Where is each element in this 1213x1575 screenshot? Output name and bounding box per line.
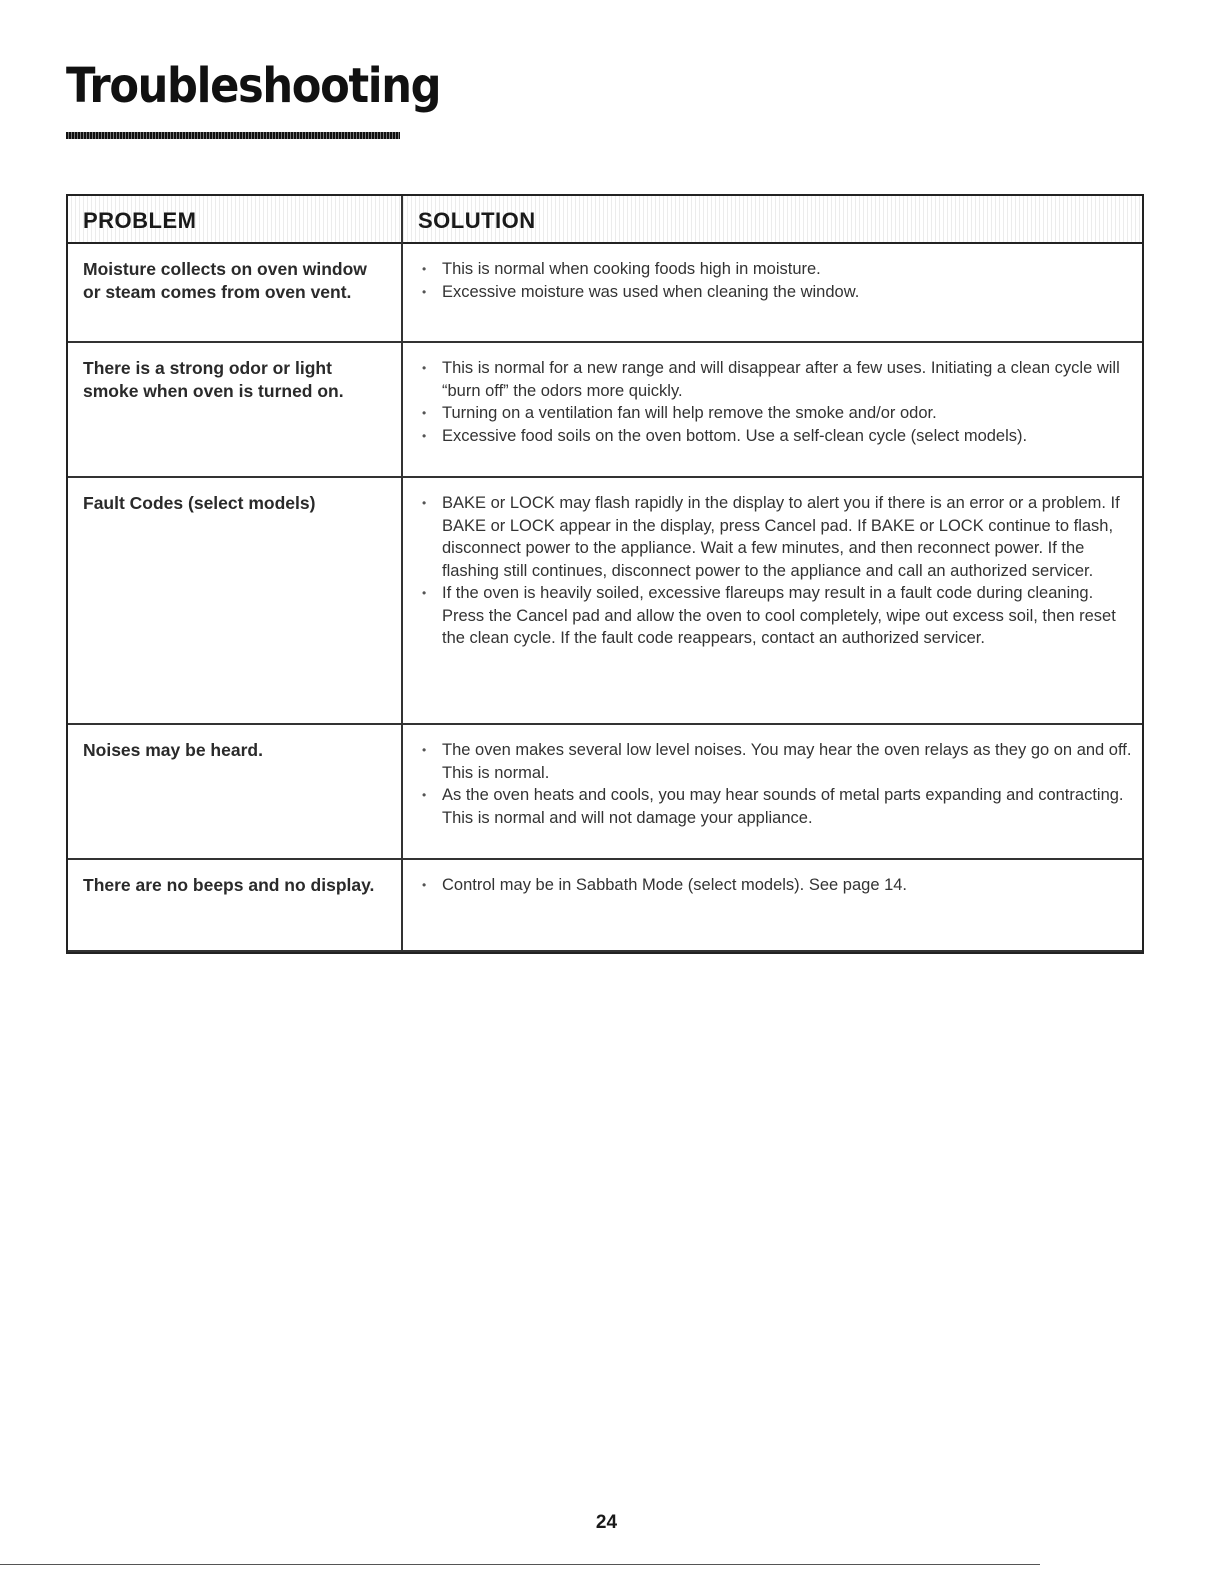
bullet-icon: • [422, 788, 427, 802]
bullet-icon: • [422, 743, 427, 757]
solution-list [420, 258, 1136, 303]
bullet-icon: • [422, 406, 427, 420]
bullet-icon: • [422, 428, 427, 443]
problem-text: There are no beeps and no display. [83, 875, 375, 895]
table-row [68, 478, 1142, 725]
table-row [68, 343, 1142, 478]
solution-text: Control may be in Sabbath Mode (select models). See page 14. [442, 876, 908, 894]
column-divider [401, 196, 403, 952]
solution-text: BAKE or LOCK may flash rapidly in the display to alert you if there is an error or a problem. If BAKE or LOCK appear in the display, press Cancel pad. If BAKE or LOCK continue to flash, disconnect power to the appliance. Wait a few minutes, and then reconnect power. If the flashing still continues, disconnect power to the appliance and call an authorized servicer. [442, 494, 1120, 580]
bullet-icon: • [422, 262, 427, 276]
solution-text: The oven makes several low level noises. You may hear the oven relays as they go on and off. This is normal. [442, 741, 1132, 782]
solution-text: If the oven is heavily soiled, excessive flareups may result in a fault code during cleaning. Press the Cancel pad and allow the oven to cool completely, wipe out excess soil, then reset the clean cycle. If the fault code reappears, contact an authorized servicer. [442, 584, 1116, 647]
solution-item [420, 874, 1136, 897]
solution-text: Excessive food soils on the oven bottom. Use a self-clean cycle (select models). [442, 426, 1028, 445]
table-header [68, 196, 1142, 244]
table-row [68, 860, 1142, 952]
solution-item [420, 281, 1136, 304]
solution-item [420, 784, 1136, 829]
footer-rule [0, 1564, 1040, 1565]
problem-text: Fault Codes (select models) [83, 493, 316, 513]
solution-list [420, 357, 1136, 447]
title-underline [66, 132, 400, 139]
solution-item [420, 739, 1136, 784]
problem-text: There is a strong odor or light smoke when oven is turned on. [83, 358, 344, 401]
problem-column-header: PROBLEM [83, 208, 197, 233]
problem-text: Noises may be heard. [83, 740, 263, 760]
bullet-icon: • [422, 586, 427, 600]
solution-item [420, 357, 1136, 402]
bullet-icon: • [422, 878, 427, 892]
solution-item [420, 492, 1136, 582]
page-number: 24 [595, 1512, 618, 1533]
bullet-icon: • [422, 361, 427, 375]
solution-list [420, 739, 1136, 829]
bullet-icon: • [422, 496, 427, 510]
solution-item [420, 258, 1136, 281]
solution-text: Turning on a ventilation fan will help remove the smoke and/or odor. [442, 404, 937, 422]
problem-text: Moisture collects on oven window or steam comes from oven vent. [83, 259, 367, 302]
bullet-icon: • [422, 284, 427, 299]
solution-item [420, 582, 1136, 650]
solution-item [420, 425, 1136, 448]
solution-text: This is normal when cooking foods high in moisture. [442, 260, 821, 278]
solution-column-header: SOLUTION [418, 208, 536, 233]
solution-list [420, 874, 1136, 897]
table-row [68, 244, 1142, 343]
solution-text: As the oven heats and cools, you may hear sounds of metal parts expanding and contracting. This is normal and will not damage your appliance. [442, 786, 1124, 827]
troubleshooting-table [66, 194, 1144, 954]
solution-list [420, 492, 1136, 650]
solution-item [420, 402, 1136, 425]
page-title: Troubleshooting [66, 58, 441, 114]
solution-text: This is normal for a new range and will disappear after a few uses. Initiating a clean cycle will “burn off” the odors more quickly. [442, 359, 1120, 400]
solution-text: Excessive moisture was used when cleaning the window. [442, 282, 860, 301]
table-row [68, 725, 1142, 860]
